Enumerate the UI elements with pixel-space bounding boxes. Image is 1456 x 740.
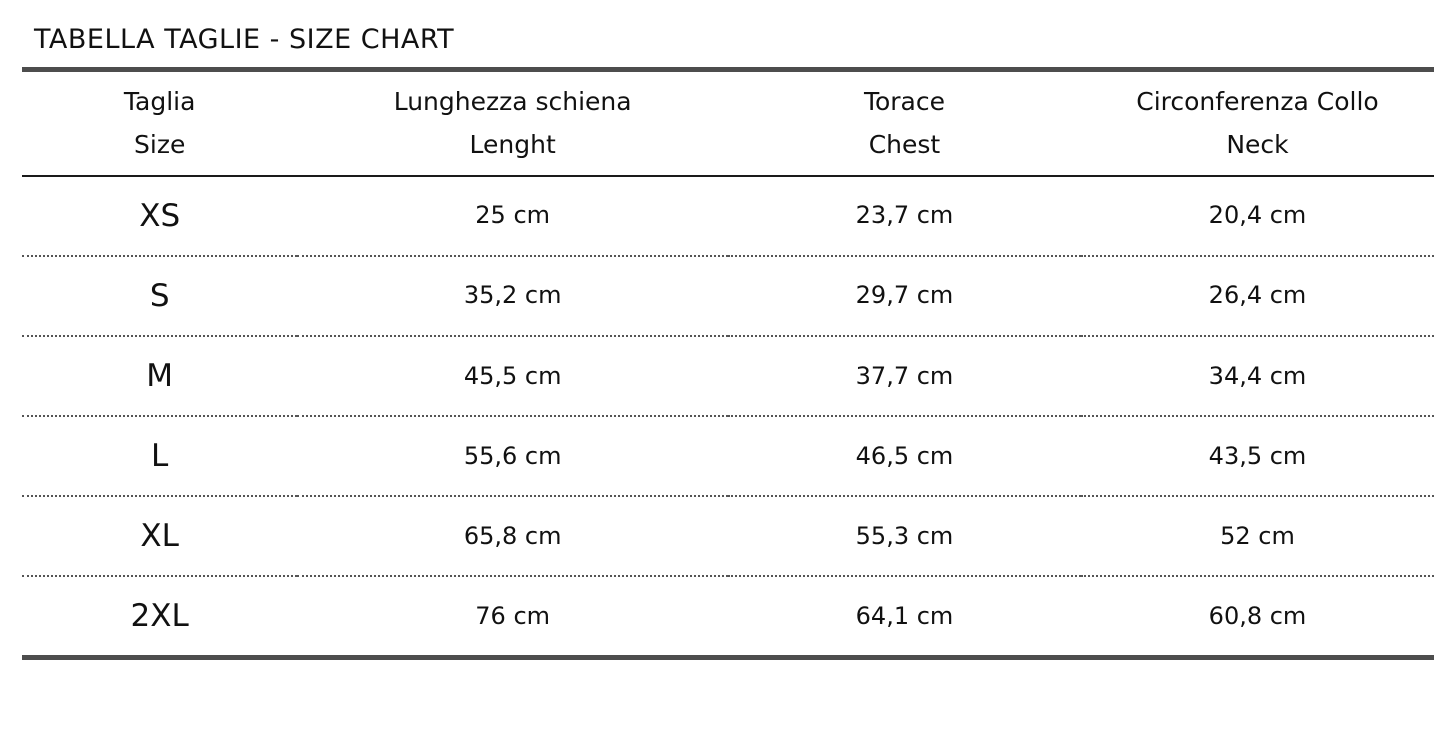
column-header-size-it: Taglia: [123, 87, 196, 116]
cell-size: S: [22, 256, 297, 336]
cell-size: M: [22, 336, 297, 416]
cell-neck: 52 cm: [1081, 496, 1434, 576]
cell-neck: 43,5 cm: [1081, 416, 1434, 496]
cell-size: XL: [22, 496, 297, 576]
cell-size: XS: [22, 176, 297, 256]
cell-size: L: [22, 416, 297, 496]
table-row: [22, 576, 1434, 658]
table-row: [22, 256, 1434, 336]
table-row: [22, 336, 1434, 416]
column-header-size-en: Size: [22, 123, 297, 175]
cell-size: 2XL: [22, 576, 297, 658]
cell-neck: 60,8 cm: [1081, 576, 1434, 658]
column-header-neck-en: Neck: [1081, 123, 1434, 175]
cell-neck: 34,4 cm: [1081, 336, 1434, 416]
size-chart-table: [22, 67, 1434, 660]
cell-neck: 20,4 cm: [1081, 176, 1434, 256]
cell-length: 45,5 cm: [297, 336, 728, 416]
cell-length: 76 cm: [297, 576, 728, 658]
table-row: [22, 496, 1434, 576]
table-header-row-italian: [22, 70, 1434, 124]
column-header-chest-it: Torace: [863, 87, 945, 116]
table-header-row-english: [22, 123, 1434, 175]
table-header: [22, 70, 1434, 176]
table-row: [22, 176, 1434, 256]
page-title: TABELLA TAGLIE - SIZE CHART: [34, 24, 455, 55]
cell-length: 35,2 cm: [297, 256, 728, 336]
table-body: [22, 176, 1434, 658]
cell-length: 65,8 cm: [297, 496, 728, 576]
column-header-chest-en: Chest: [728, 123, 1081, 175]
cell-chest: 55,3 cm: [728, 496, 1081, 576]
column-header-length-it: Lunghezza schiena: [393, 87, 632, 116]
table-row: [22, 416, 1434, 496]
cell-chest: 46,5 cm: [728, 416, 1081, 496]
cell-chest: 29,7 cm: [728, 256, 1081, 336]
cell-chest: 37,7 cm: [728, 336, 1081, 416]
cell-chest: 64,1 cm: [728, 576, 1081, 658]
cell-chest: 23,7 cm: [728, 176, 1081, 256]
column-header-length-en: Lenght: [297, 123, 728, 175]
cell-neck: 26,4 cm: [1081, 256, 1434, 336]
cell-length: 55,6 cm: [297, 416, 728, 496]
cell-length: 25 cm: [297, 176, 728, 256]
column-header-neck-it: Circonferenza Collo: [1136, 87, 1379, 116]
